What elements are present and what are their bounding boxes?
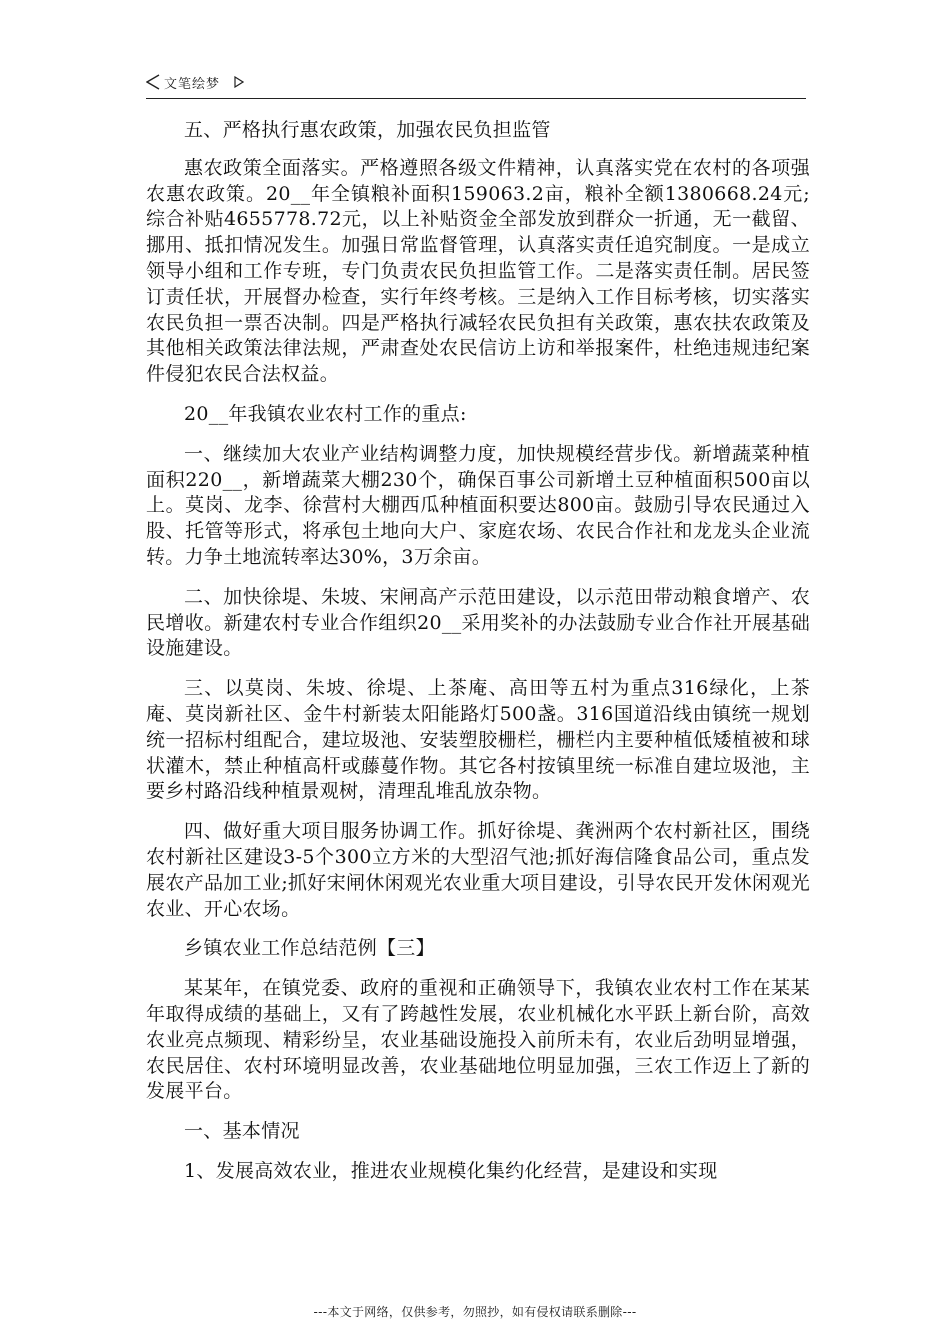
- paragraph: 三、以莫岗、朱坡、徐堤、上茶庵、高田等五村为重点316绿化，上茶庵、莫岗新社区、金牛村新装太阳能路灯500盏。316国道沿线由镇统一规划统一招标村组配合，建垃圾池、安装塑胶栅栏，栅栏内主要种植低矮植被和球状灌木，禁止种植高杆或藤蔓作物。其它各村按镇里统一标准自建垃圾池，主要乡村路沿线种植景观树，清理乱堆乱放杂物。: [146, 677, 810, 803]
- page-header: [146, 68, 806, 99]
- page-footer-disclaimer: ---本文于网络，仅供参考，勿照抄，如有侵权请联系删除---: [313, 1305, 637, 1319]
- document-body: [146, 114, 810, 1185]
- section-heading: 五、严格执行惠农政策，加强农民负担监管: [184, 119, 551, 141]
- right-triangle-icon: [234, 76, 244, 88]
- paragraph: 二、加快徐堤、朱坡、宋闸高产示范田建设，以示范田带动粮食增产、农民增收。新建农村专业合作组织20__采用奖补的办法鼓励专业合作社开展基础设施建设。: [146, 585, 810, 660]
- paragraph: 1、发展高效农业，推进农业规模化集约化经营，是建设和实现: [184, 1159, 718, 1182]
- paragraph: 某某年，在镇党委、政府的重视和正确领导下，我镇农业农村工作在某某年取得成绩的基础上，又有了跨越性发展，农业机械化水平跃上新台阶，高效农业亮点频现、精彩纷呈，农业基础设施投入前所未有，农业后劲明显增强，农民居住、农村环境明显改善，农业基础地位明显加强，三农工作迈上了新的发展平台。: [146, 977, 810, 1103]
- left-triangle-icon: [146, 74, 160, 90]
- section-heading: 20__年我镇农业农村工作的重点:: [184, 402, 467, 425]
- paragraph: 四、做好重大项目服务协调工作。抓好徐堤、龚洲两个农村新社区，围绕农村新社区建设3-5个300立方米的大型沼气池;抓好海信隆食品公司，重点发展农产品加工业;抓好宋闸休闲观光农业重大项目建设，引导农民开发休闲观光农业、开心农场。: [146, 820, 810, 920]
- paragraph: 惠农政策全面落实。严格遵照各级文件精神，认真落实党在农村的各项强农惠农政策。20__年全镇粮补面积159063.2亩，粮补全额1380668.24元;综合补贴4655778.72元，以上补贴资金全部发放到群众一折通，无一截留、挪用、抵扣情况发生。加强日常监督管理，认真落实责任追究制度。一是成立领导小组和工作专班，专门负责农民负担监管工作。二是落实责任制。居民签订责任状，开展督办检查，实行年终考核。三是纳入工作目标考核，切实落实农民负担一票否决制。四是严格执行减轻农民负担有关政策，惠农扶农政策及其他相关政策法律法规，严肃查处农民信访上访和举报案件，杜绝违规违纪案件侵犯农民合法权益。: [146, 156, 810, 386]
- brand-name: 文笔绘梦: [164, 77, 221, 92]
- section-heading: 乡镇农业工作总结范例【三】: [184, 937, 435, 960]
- section-heading: 一、基本情况: [184, 1120, 300, 1143]
- paragraph: 一、继续加大农业产业结构调整力度，加快规模经营步伐。新增蔬菜种植面积220__，新增蔬菜大棚230个，确保百事公司新增土豆种植面积500亩以上。莫岗、龙李、徐营村大棚西瓜种植面积要达800亩。鼓励引导农民通过入股、托管等形式，将承包土地向大户、家庭农场、农民合作社和龙龙头企业流转。力争土地流转率达30%，3万余亩。: [146, 442, 810, 568]
